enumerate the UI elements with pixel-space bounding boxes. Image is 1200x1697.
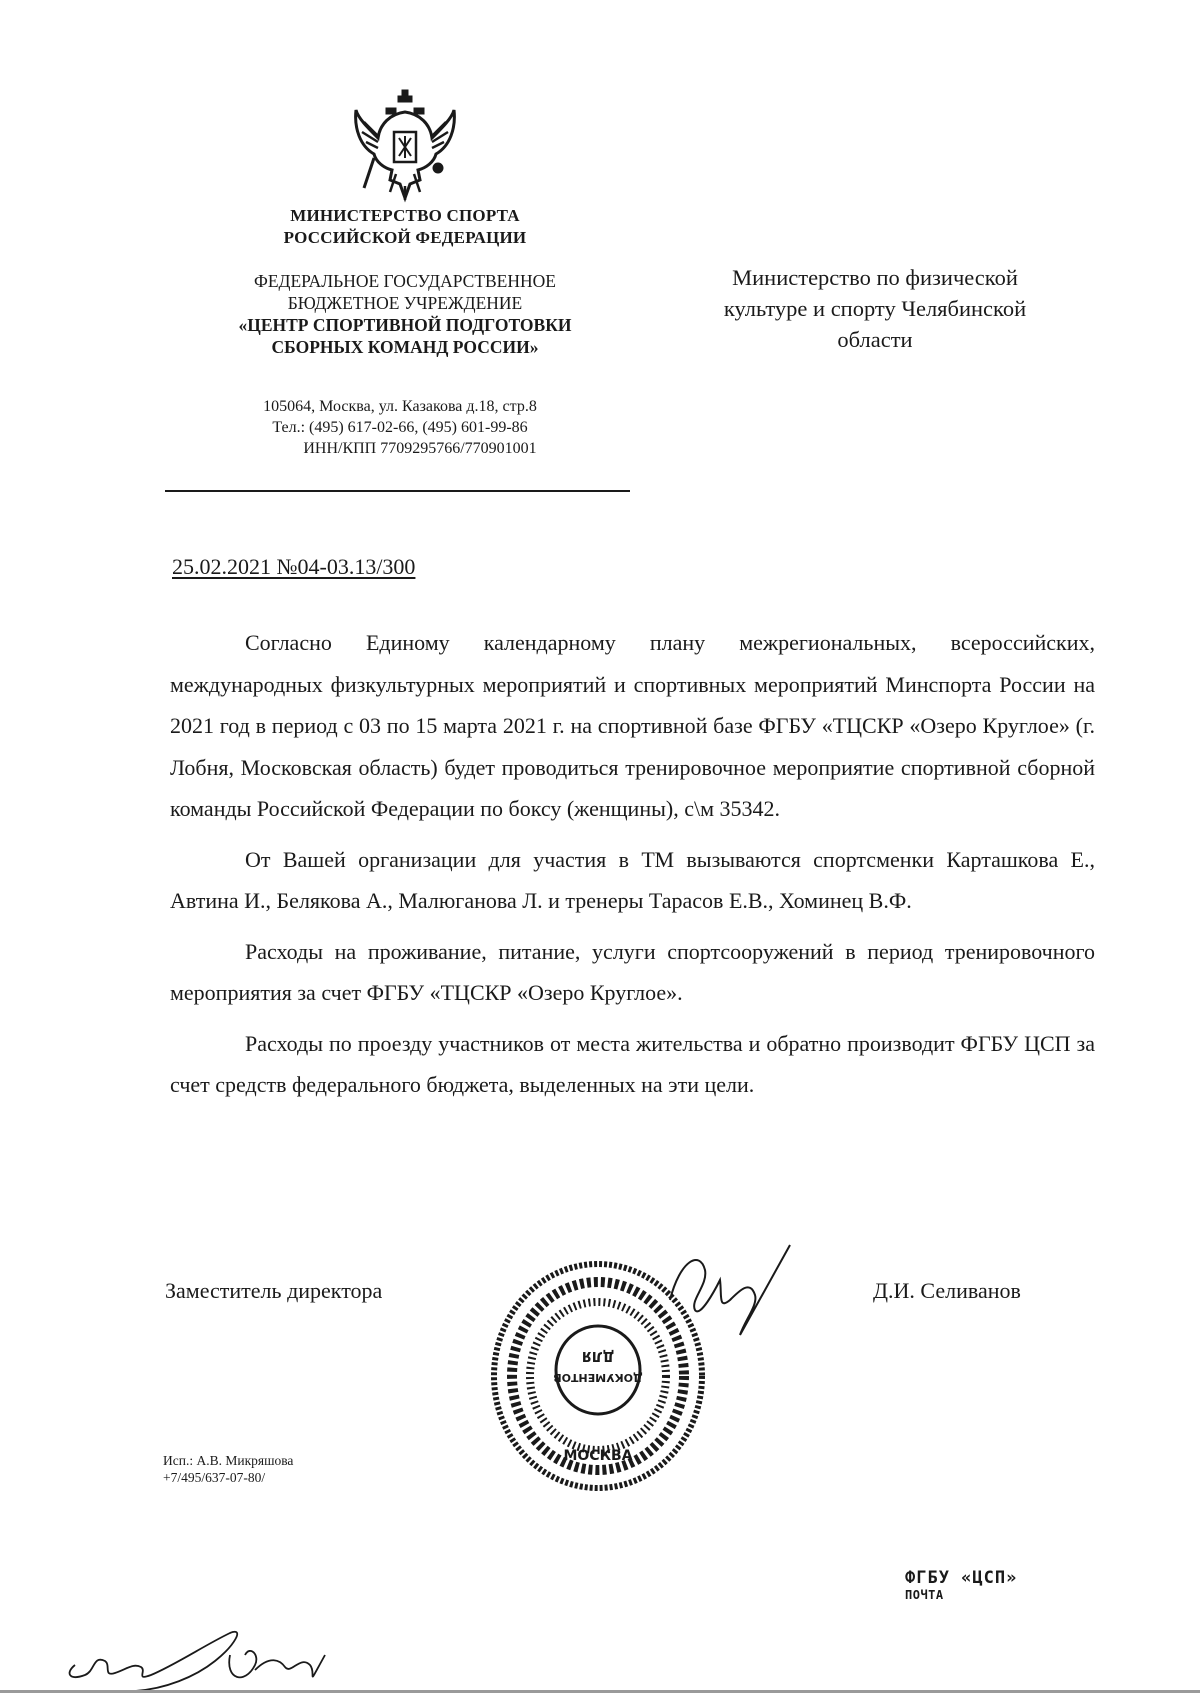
page-edge	[0, 1690, 1200, 1693]
mail-stamp-org: ФГБУ «ЦСП»	[905, 1568, 1018, 1588]
executor-info	[163, 1452, 293, 1486]
org-line: ФЕДЕРАЛЬНОЕ ГОСУДАРСТВЕННОЕ	[254, 271, 556, 291]
org-line: БЮДЖЕТНОЕ УЧРЕЖДЕНИЕ	[287, 293, 523, 313]
mail-stamp	[905, 1568, 1017, 1602]
seal-center-text: ДОКУМЕНТОВ	[553, 1371, 643, 1384]
executor-name: Исп.: А.В. Микряшова	[163, 1453, 294, 1468]
handwritten-signature	[55, 1625, 395, 1697]
executor-phone: +7/495/637-07-80/	[163, 1470, 266, 1485]
org-line: СБОРНЫХ КОМАНД РОССИИ»	[271, 337, 539, 357]
phone: Тел.: (495) 617-02-66, (495) 601-99-86	[272, 419, 528, 436]
org-line: «ЦЕНТР СПОРТИВНОЙ ПОДГОТОВКИ	[238, 315, 572, 335]
address: 105064, Москва, ул. Казакова д.18, стр.8	[263, 398, 537, 415]
header-divider	[165, 490, 630, 492]
body-paragraph: Расходы на проживание, питание, услуги спортсооружений в период тренировочного мероприятия за счет ФГБУ «ТЦСКР «Озеро Круглое».	[170, 938, 1095, 1005]
mail-stamp-label: ПОЧТА	[905, 1588, 944, 1602]
director-signature	[660, 1240, 800, 1350]
ministry-line: МИНИСТЕРСТВО СПОРТА	[290, 206, 520, 225]
ministry-name	[200, 205, 610, 249]
inn-kpp: ИНН/КПП 7709295766/770901001	[303, 440, 537, 457]
coat-of-arms-emblem	[350, 88, 460, 206]
recipient-line: области	[837, 327, 913, 352]
body-paragraph: Согласно Единому календарному плану межрегиональных, всероссийских, международных физкультурных мероприятий и спортивных мероприятий Минспорта России на 2021 год в период с 03 по 15 марта 2021 г. на спортивной базе ФГБУ «ТЦСКР «Озеро Круглое» (г. Лобня, Московская область) будет проводиться тренировочное мероприятие спортивной сборной команды Российской Федерации по боксу (женщины), с\м 35342.	[170, 630, 1095, 821]
body-paragraph: Расходы по проезду участников от места жительства и обратно производит ФГБУ ЦСП за счет средств федерального бюджета, выделенных на эти цели.	[170, 1030, 1095, 1097]
seal-city-text: МОСКВА	[563, 1448, 633, 1464]
organization-contacts	[180, 396, 620, 459]
signatory-name: Д.И. Селиванов	[873, 1278, 1021, 1303]
date-and-number: 25.02.2021 №04-03.13/300	[172, 554, 416, 579]
seal-center-text: ДЛЯ	[581, 1348, 615, 1363]
ministry-line: РОССИЙСКОЙ ФЕДЕРАЦИИ	[283, 228, 527, 247]
recipient-block	[665, 262, 1085, 355]
letter-body	[170, 622, 1095, 1115]
body-paragraph: От Вашей организации для участия в ТМ вызываются спортсменки Карташкова Е., Автина И., Белякова А., Малюганова Л. и тренеры Тарасов Е.В., Хоминец В.Ф.	[170, 846, 1095, 913]
recipient-line: Министерство по физической	[732, 265, 1018, 290]
recipient-line: культуре и спорту Челябинской	[723, 296, 1027, 321]
signatory-title: Заместитель директора	[165, 1278, 383, 1303]
organization-name	[175, 270, 635, 358]
